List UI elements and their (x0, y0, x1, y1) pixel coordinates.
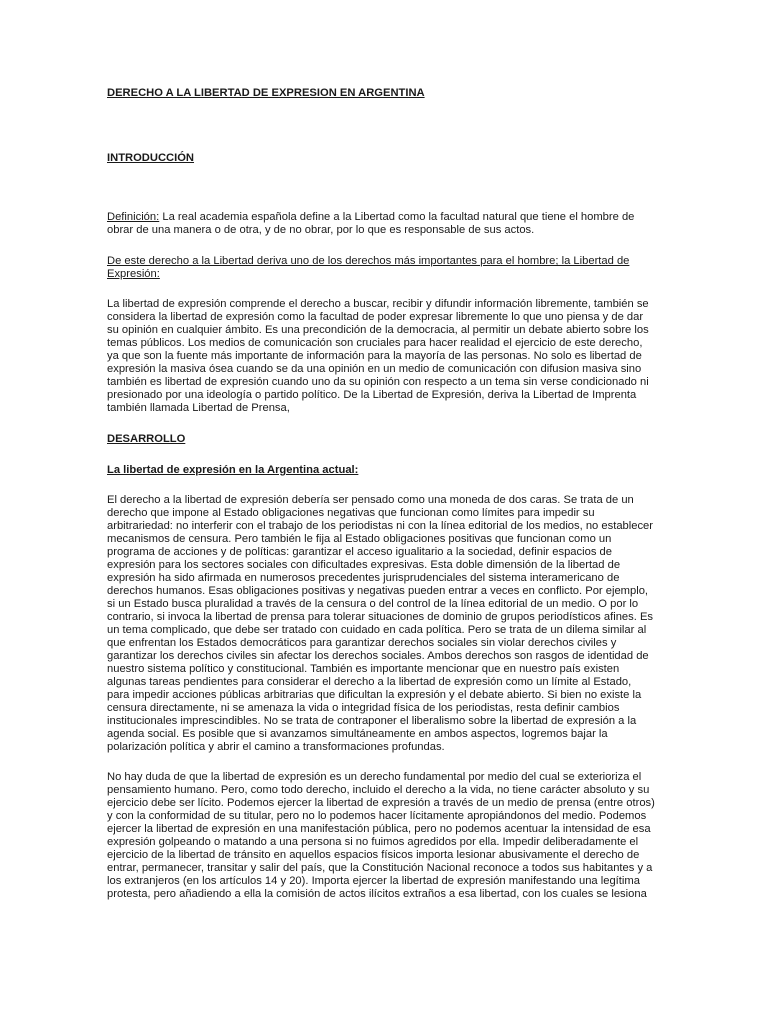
paragraph-line: agenda social. Es posible que si avanzamos simultáneamente en ambos aspectos, logremos bajar la (107, 728, 608, 740)
paragraph-line: también llamada Libertad de Prensa, (107, 402, 290, 414)
paragraph-line: derechos humanos. Esas obligaciones positivas y negativas pueden entrar a veces en conflicto. Por ejemplo, (107, 585, 649, 597)
paragraph-line: temas públicos. Los medios de comunicación son cruciales para hacer realidad el ejercicio de este derecho, (107, 337, 643, 349)
paragraph-line: protesta, pero añadiendo a ella la comisión de actos ilícitos extraños a esa libertad, con los cuales se lesiona (107, 888, 647, 900)
paragraph-line: algunas tareas pendientes para considerar el derecho a la libertad de expresión como un límite al Estado, (107, 676, 632, 688)
paragraph-line: expresión para los sectores sociales con dificultades expresivas. Esta doble dimensión de la libertad de (107, 559, 621, 571)
paragraph-line: No hay duda de que la libertad de expresión es un derecho fundamental por medio del cual se exterioriza el (107, 771, 642, 783)
paragraph-line: los extranjeros (en los artículos 14 y 20). Importa ejercer la libertad de expresión manifestando una legítima (107, 875, 640, 887)
paragraph-line: un tema complicado, que debe ser tratado con cuidado en cada política. Pero se trata de un dilema similar al (107, 624, 647, 636)
development-heading: DESARROLLO (107, 433, 186, 445)
paragraph-line: presionado por una ideología o partido político. De la Libertad de Expresión, deriva la Libertad de Imprenta (107, 389, 637, 401)
paragraph-line: El derecho a la libertad de expresión debería ser pensado como una moneda de dos caras. Se trata de un (107, 494, 634, 506)
definition-line-1 (107, 211, 634, 224)
paragraph-line: ejercicio de la libertad de tránsito en aquellos espacios físicos importa lesionar abusivamente el derecho de (107, 849, 640, 861)
paragraph-line: para impedir acciones públicas arbitrarias que dificultan la expresión y el debate abierto. Si bien no existe la (107, 689, 642, 701)
definition-text: La real academia española define a la Libertad como la facultad natural que tiene el hombre de (159, 211, 635, 223)
derives-line: De este derecho a la Libertad deriva uno de los derechos más importantes para el hombre; la Libertad de (107, 255, 630, 267)
definition-line-2: obrar de una manera o de otra, y de no obrar, por lo que es responsable de sus actos. (107, 224, 535, 236)
paragraph-line: contrario, si invoca la libertad de prensa para tolerar situaciones de dominio de grupos periodísticos afines. Es (107, 611, 654, 623)
paragraph-line: arbitrariedad: no interferir con el trabajo de los periodistas ni con la línea editorial de los medios, no establecer (107, 520, 654, 532)
paragraph-line: nuestro sistema político y constitucional. También es importante mencionar que en nuestro país existen (107, 663, 620, 675)
paragraph-line: y con la conformidad de su titular, pero no lo podemos hacer lícitamente apropiándonos del medio. Podemos (107, 810, 647, 822)
paragraph-line: considera la libertad de expresión como la facultad de poder expresar libremente lo que uno piensa y de dar (107, 311, 644, 323)
document-title: DERECHO A LA LIBERTAD DE EXPRESION EN ARGENTINA (107, 87, 425, 99)
paragraph-line: La libertad de expresión comprende el derecho a buscar, recibir y difundir información libremente, también se (107, 298, 649, 310)
paragraph-line: que enfrentan los Estados democráticos para garantizar derechos sociales sin violar derechos civiles y (107, 637, 617, 649)
paragraph-line: también es libertad de expresión cuando uno da su opinión con respecto a un tema sin verse condicionado ni (107, 376, 649, 388)
paragraph-line: censura directamente, ni se amenaza la vida o integridad física de los periodistas, resta definir cambios (107, 702, 620, 714)
paragraph-line: su opinión en cualquier ámbito. Es una precondición de la democracia, al permitir un debate abierto sobre los (107, 324, 649, 336)
paragraph-line: ejercer la libertad de expresión en una manifestación pública, pero no podemos acentuar la intensidad de esa (107, 823, 651, 835)
paragraph-line: expresión la masiva ósea cuando se da una opinión en un medio de comunicación con difusion masiva sino (107, 363, 642, 375)
paragraph-line: expresión golpeando o matando a una persona si no fuimos agredidos por ella. Impedir deliberadamente el (107, 836, 639, 848)
paragraph-line: programa de acciones y de políticas: garantizar el acceso igualitario a la sociedad, definir espacios de (107, 546, 612, 558)
paragraph-line: entrar, permanecer, transitar y salir del país, que la Constitución Nacional reconoce a todos sus habitantes y a (107, 862, 653, 874)
paragraph-line: mecanismos de censura. Pero también le fija al Estado obligaciones positivas que funcionan como un (107, 533, 612, 545)
paragraph-line: garantizar los derechos civiles sin afectar los derechos sociales. Ambos derechos son rasgos de identidad de (107, 650, 649, 662)
paragraph-line: derecho que impone al Estado obligaciones negativas que funcionan como límites para impedir su (107, 507, 595, 519)
intro-heading: INTRODUCCIÓN (107, 152, 195, 164)
paragraph-line: expresión ha sido afirmada en numerosos precedentes jurisprudenciales del sistema interamericano de (107, 572, 620, 584)
paragraph-line: ejercicio debe ser lícito. Podemos ejercer la libertad de expresión a través de un medio de prensa (entre otros) (107, 797, 655, 809)
paragraph-line: si un Estado busca pluralidad a través de la censura o del control de la línea editorial de un medio. O por lo (107, 598, 639, 610)
paragraph-line: institucionales imprescindibles. No se trata de contraponer el liberalismo sobre la libertad de expresión a la (107, 715, 637, 727)
definition-label: Definición: (107, 211, 160, 223)
derives-line: Expresión: (107, 268, 160, 280)
paragraph-line: pensamiento humano. Pero, como todo derecho, incluido el derecho a la vida, no tiene carácter absoluto y su (107, 784, 650, 796)
section-subheading: La libertad de expresión en la Argentina actual: (107, 464, 359, 476)
paragraph-line: polarización política y abrir el camino a transformaciones profundas. (107, 741, 445, 753)
paragraph-line: ya que son la fuente más importante de información para la mayoría de las personas. No solo es libertad de (107, 350, 642, 362)
